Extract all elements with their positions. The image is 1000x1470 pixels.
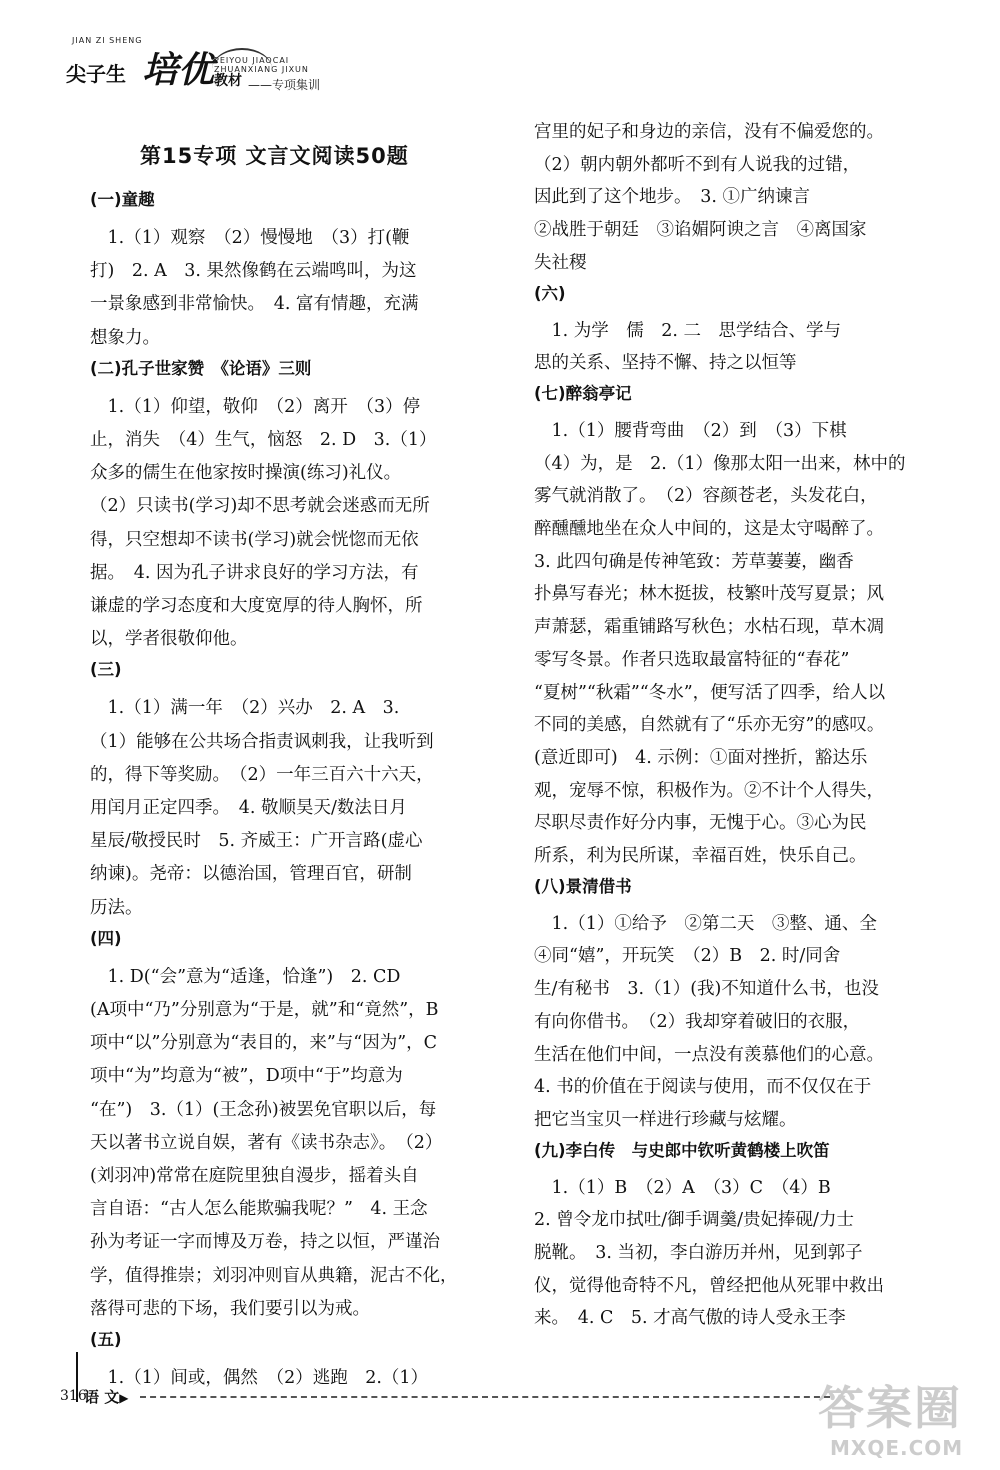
text-line: “在”) 3.（1）(王念孙)被罢免官职以后，每 — [90, 1099, 437, 1120]
text-line: 尽职尽责作好分内事，无愧于心。③心为民 — [534, 813, 867, 834]
brand-name-b: 培优 — [142, 50, 215, 91]
text-line: 一景象感到非常愉快。 4. 富有情趣，充满 — [90, 294, 419, 315]
text-line: 得，只空想却不读书(学习)就会恍惚而无依 — [90, 529, 419, 550]
text-line: 零写冬景。作者只选取最富特征的“春花” — [534, 649, 850, 670]
text-line: 生活在他们中间，一点没有羡慕他们的心意。 — [534, 1044, 884, 1065]
text-line: 声萧瑟，霜重铺路写秋色；水枯石现，草木凋 — [534, 617, 884, 638]
text-line: 1.（1）间或，偶然 （2）逃跑 2.（1） — [90, 1368, 429, 1388]
text-line: (A项中“乃”分别意为“于是，就”和“竟然”，B — [90, 1000, 439, 1020]
text-line: （2）朝内朝外都听不到有人说我的过错， — [534, 154, 861, 175]
text-line: 的，得下等奖励。 （2）一年三百六十六天， — [90, 764, 434, 785]
text-line: 不同的美感，自然就有了“乐亦无穷”的感叹。 — [534, 715, 885, 736]
text-line: 脱靴。 3. 当初，李白游历并州，见到郭子 — [534, 1243, 863, 1263]
text-line: （1）能够在公共场合指责讽刺我，让我听到 — [90, 731, 434, 752]
section-heading: (八)景清借书 — [534, 876, 632, 896]
brand-pinyin-left: JIAN ZI SHENG — [72, 36, 143, 45]
text-line: 观，宠辱不惊，积极作为。②不计个人得失， — [534, 780, 884, 801]
text-line: 1.（1）B （2）A （3）C （4）B — [534, 1177, 831, 1198]
text-line: 4. 书的价值在于阅读与使用，而不仅仅在于 — [534, 1077, 872, 1098]
text-line: 星辰/敬授民时 5. 齐威王：广开言路(虚心 — [90, 831, 423, 852]
page-number: 316 — [60, 1388, 87, 1404]
text-line: 打) 2. A 3. 果然像鹤在云端鸣叫，为这 — [90, 261, 417, 282]
text-line: 宫里的妃子和身边的亲信，没有不偏爱您的。 — [534, 122, 884, 142]
text-line: 1. 为学 儒 2. 二 思学结合、学与 — [534, 320, 842, 341]
section-heading: (四) — [90, 928, 122, 948]
text-line: (刘羽冲)常常在庭院里独自漫步，摇着头自 — [90, 1166, 419, 1186]
text-line: 1.（1）满一年 （2）兴办 2. A 3. — [90, 698, 400, 719]
text-line: 3. 此四句确是传神笔致：芳草萋萋，幽香 — [534, 551, 854, 572]
section-heading: (三) — [90, 660, 122, 680]
text-line: ④同“嬉”，开玩笑 （2）B 2. 时/同舍 — [534, 946, 841, 967]
watermark — [810, 1370, 990, 1465]
arrow-icon: ▶ — [119, 1391, 129, 1405]
text-line: 学，值得推崇；刘羽冲则盲从典籍，泥古不化， — [90, 1265, 458, 1286]
watermark-text: 答案圈 — [818, 1381, 962, 1435]
text-line: 来。 4. C 5. 才高气傲的诗人受永王李 — [534, 1308, 846, 1329]
text-line: 1.（1）腰背弯曲 （2）到 （3）下棋 — [534, 420, 847, 441]
text-line: 想象力。 — [90, 327, 160, 348]
text-line: 据。 4. 因为孔子讲求良好的学习方法，有 — [90, 562, 419, 583]
brand-pinyin-right: PEIYOU JIAOCAI ZHUANXIANG JIXUN — [214, 56, 309, 74]
section-heading: (七)醉翁亭记 — [534, 383, 632, 403]
text-line: 纳谏)。尧帝：以德治国，管理百官，研制 — [90, 864, 412, 885]
text-line: 1.（1）①给予 ②第二天 ③整、通、全 — [534, 913, 877, 934]
section-heading: (六) — [534, 283, 566, 303]
text-line: 因此到了这个地步。 3. ①广纳谏言 — [534, 187, 811, 208]
section-heading: (九)李白传 与史郎中钦听黄鹤楼上吹笛 — [534, 1140, 830, 1160]
brand-name-c: 教材 — [214, 73, 242, 89]
text-line: 把它当宝贝一样进行珍藏与炫耀。 — [534, 1109, 797, 1130]
text-line: 失社稷 — [534, 252, 587, 273]
subject-label — [84, 1386, 128, 1407]
text-line: 醉醺醺地坐在众人中间的，这是太守喝醉了。 — [534, 519, 884, 539]
footer-dashed-line — [140, 1396, 830, 1398]
text-line: ②战胜于朝廷 ③谄媚阿谀之言 ④离国家 — [534, 220, 867, 241]
text-line: 2. 曾令龙巾拭吐/御手调羹/贵妃捧砚/力士 — [534, 1210, 854, 1231]
watermark-url: MXQE.COM — [830, 1436, 964, 1460]
text-line: 有向你借书。 （2）我却穿着破旧的衣服， — [534, 1011, 861, 1032]
text-line: 项中“以”分别意为“表目的，来”与“因为”，C — [90, 1033, 438, 1054]
text-line: 言自语：“古人怎么能欺骗我呢？” 4. 王念 — [90, 1199, 428, 1220]
text-line: （2）只读书(学习)却不思考就会迷惑而无所 — [90, 496, 430, 517]
text-line: 谦虚的学习态度和大度宽厚的待人胸怀，所 — [90, 596, 423, 616]
section-heading: (二)孔子世家赞 《论语》三则 — [90, 358, 312, 378]
text-line: 落得可悲的下场，我们要引以为戒。 — [90, 1298, 370, 1319]
text-line: 1.（1）仰望，敬仰 （2）离开 （3）停 — [90, 396, 421, 417]
text-line: 思的关系、坚持不懈、持之以恒等 — [534, 353, 797, 374]
text-line: （4）为，是 2.（1）像那太阳一出来，林中的 — [534, 453, 906, 474]
text-line: 孙为考证一字而博及万卷，持之以恒，严谨治 — [90, 1232, 440, 1253]
section-heading: (一)童趣 — [90, 190, 155, 209]
brand-series: ——专项集训 — [248, 78, 321, 92]
text-line: 止，消失 （4）生气，恼怒 2. D 3.（1） — [90, 430, 437, 450]
brand-name-a: 尖子生 — [66, 62, 126, 86]
section-heading: (五) — [90, 1330, 122, 1349]
text-line: (意近即可) 4. 示例：①面对挫折，豁达乐 — [534, 747, 868, 768]
text-line: 用闰月正定四季。 4. 敬顺昊天/数法日月 — [90, 798, 407, 818]
text-line: 扑鼻写春光；林木挺拔，枝繁叶茂写夏景；风 — [534, 584, 884, 605]
page-title: 第15专项 文言文阅读50题 — [140, 144, 409, 168]
text-line: 历法。 — [90, 897, 143, 918]
text-line: 雾气就消散了。 （2）容颜苍老，头发花白， — [534, 486, 878, 507]
text-line: 项中“为”均意为“被”，D项中“于”均意为 — [90, 1066, 403, 1087]
text-line: 1.（1）观察 （2）慢慢地 （3）打(鞭 — [90, 228, 410, 248]
text-line: 众多的儒生在他家按时操演(练习)礼仪。 — [90, 463, 402, 484]
text-line: 以，学者很敬仰他。 — [90, 629, 248, 650]
text-line: 生/有秘书 3.（1）(我)不知道什么书，也没 — [534, 979, 879, 1000]
text-line: 天以著书立说自娱，著有《读书杂志》。 （2） — [90, 1132, 443, 1153]
text-line: 所系，利为民所谋，幸福百姓，快乐自己。 — [534, 846, 867, 866]
brand-logo — [62, 36, 332, 106]
text-line: 仪，觉得他奇特不凡，曾经把他从死罪中救出 — [534, 1275, 884, 1296]
subject-text: 语 文 — [84, 1388, 120, 1406]
text-line: 1. D(“会”意为“适逢，恰逢”) 2. CD — [90, 966, 401, 987]
text-line: “夏树”“秋霜”“冬水”，便写活了四季，给人以 — [534, 682, 886, 703]
